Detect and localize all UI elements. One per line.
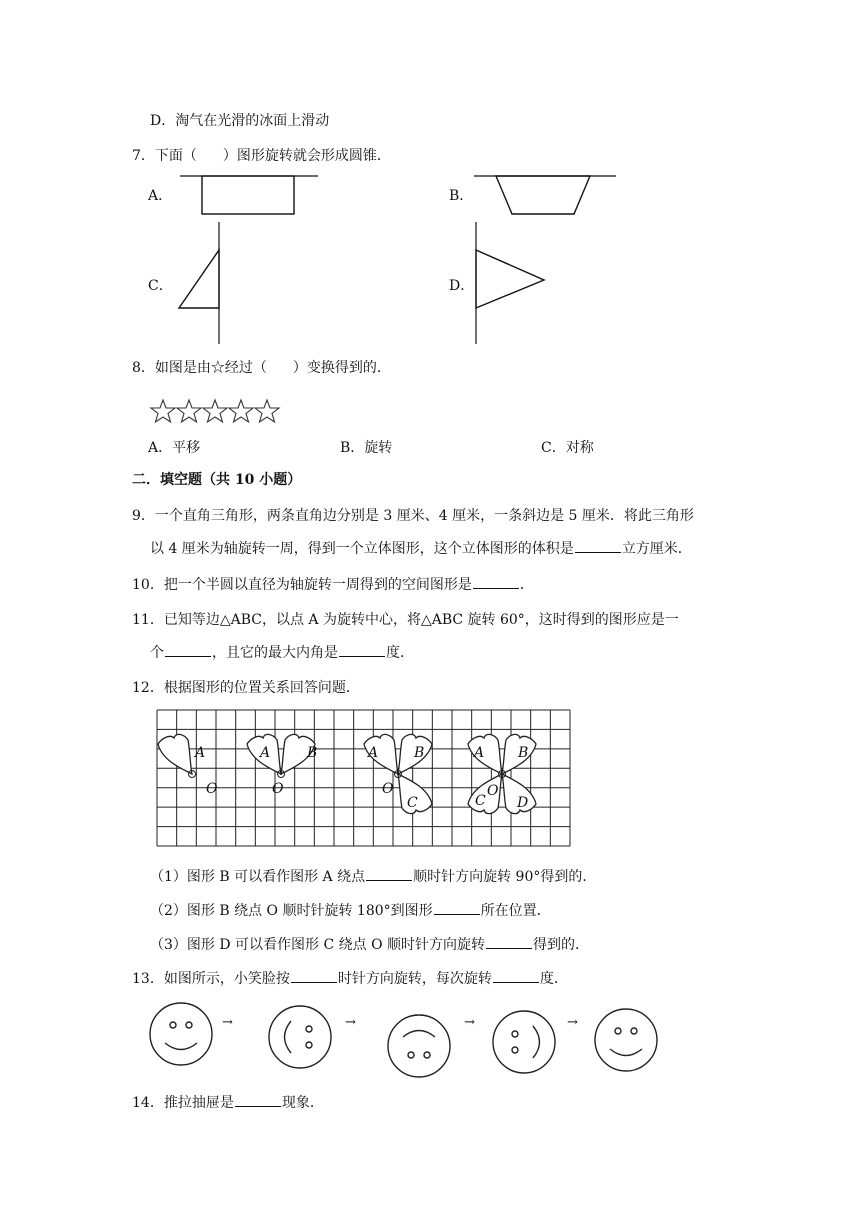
q10-stem: 10．把一个半圆以直径为轴旋转一周得到的空间图形是 ． [132, 574, 534, 595]
star-icon [229, 400, 253, 422]
label-b: B [518, 745, 529, 761]
label-a: A [368, 745, 379, 761]
label-d: D [517, 795, 529, 811]
smiley-face-icon [150, 1003, 212, 1065]
star-icon [203, 400, 227, 422]
label-o: O [206, 781, 218, 797]
q13-smiley-sequence [148, 1000, 668, 1084]
arrow-icon: → [222, 1015, 233, 1030]
q11-line2: 个 ，且它的最大内角是 度． [150, 642, 414, 663]
smiley-face-icon [595, 1009, 657, 1071]
q6-option-d: D．淘气在光滑的冰面上滑动 [150, 113, 330, 129]
q7-figure-b [474, 170, 619, 220]
label-a: A [260, 745, 271, 761]
q7-stem: 7．下面（ ）图形旋转就会形成圆锥． [132, 148, 391, 164]
label-a: A [474, 745, 485, 761]
answer-blank[interactable] [486, 934, 532, 949]
q12-grid-figure [157, 710, 570, 846]
q8-stars-figure [150, 398, 286, 426]
q8-stem: 8．如图是由☆经过（ ）变换得到的． [132, 360, 391, 376]
q7-figure-c [175, 222, 225, 346]
q7-figure-d [472, 222, 552, 346]
q7-label-b: B． [449, 188, 474, 204]
q7-label-d: D． [449, 278, 475, 294]
answer-blank[interactable] [235, 1092, 281, 1107]
q8-option-b: B．旋转 [340, 440, 393, 456]
q7-label-a: A． [148, 188, 173, 204]
q12-sub3: （3）图形 D 可以看作图形 C 绕点 O 顺时针方向旋转 得到的． [150, 934, 589, 955]
answer-blank[interactable] [366, 866, 412, 881]
smiley-face-icon [388, 1015, 450, 1077]
q7-figure-a [180, 170, 320, 220]
smiley-face-icon [493, 1011, 555, 1073]
label-c: C [475, 793, 486, 809]
section-heading: 二．填空题（共 10 小题） [132, 472, 302, 488]
arrow-icon: → [345, 1015, 356, 1030]
q8-option-c: C．对称 [541, 440, 594, 456]
q12-stem: 12．根据图形的位置关系回答问题． [132, 680, 360, 696]
label-b: B [414, 745, 425, 761]
q12-sub2: （2）图形 B 绕点 O 顺时针旋转 180°到图形 所在位置． [150, 900, 551, 921]
arrow-icon: → [567, 1015, 578, 1030]
label-o: O [272, 781, 284, 797]
star-icon [177, 400, 201, 422]
label-o: O [487, 783, 499, 799]
answer-blank[interactable] [493, 968, 539, 983]
answer-blank[interactable] [291, 968, 337, 983]
label-a: A [195, 745, 206, 761]
answer-blank[interactable] [575, 538, 621, 553]
arrow-icon: → [464, 1015, 475, 1030]
label-o: O [382, 781, 394, 797]
q8-option-a: A．平移 [148, 440, 201, 456]
q14-stem: 14．推拉抽屉是 现象． [132, 1092, 324, 1113]
label-b: B [307, 745, 318, 761]
q12-sub1: （1）图形 B 可以看作图形 A 绕点 顺时针方向旋转 90°得到的． [150, 866, 596, 887]
q9-line1: 9．一个直角三角形，两条直角边分别是 3 厘米、4 厘米，一条斜边是 5 厘米．将此三角形 [132, 508, 694, 524]
star-icon [255, 400, 279, 422]
answer-blank[interactable] [434, 900, 480, 915]
answer-blank[interactable] [165, 642, 211, 657]
answer-blank[interactable] [339, 642, 385, 657]
star-icon [151, 400, 175, 422]
q11-line1: 11．已知等边△ABC，以点 A 为旋转中心，将△ABC 旋转 60°，这时得到的图形应是一 [132, 612, 679, 628]
answer-blank[interactable] [473, 574, 519, 589]
label-c: C [407, 795, 418, 811]
q7-label-c: C． [148, 278, 173, 294]
q9-line2: 以 4 厘米为轴旋转一周，得到一个立体图形，这个立体图形的体积是 立方厘米． [150, 538, 692, 559]
q13-stem: 13．如图所示，小笑脸按 时针方向旋转，每次旋转 度． [132, 968, 568, 989]
smiley-face-icon [269, 1006, 331, 1068]
